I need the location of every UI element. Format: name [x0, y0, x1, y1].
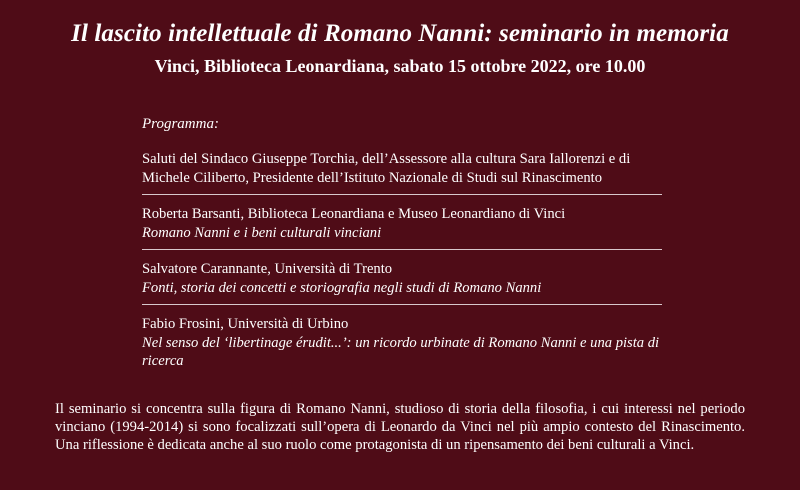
program-heading: Programma:: [142, 116, 219, 132]
program-item-talk: Romano Nanni e i beni culturali vinciani: [142, 224, 382, 241]
event-details: Vinci, Biblioteca Leonardiana, sabato 15 ottobre 2022, ore 10.00: [154, 56, 646, 76]
seminar-description: Il seminario si concentra sulla figura di Romano Nanni, studioso di storia della filosofia, i cui interessi nel periodo vinciano (1994-2014) si sono focalizzati sull’opera di Leonardo da Vinci nel più ampio contesto del Rinascimento. Una riflessione è dedicata anche al suo ruolo come protagonista di un ripensamento dei beni culturali a Vinci.: [55, 401, 745, 453]
program-item-barsanti: [142, 205, 662, 250]
program-item-carannante: [142, 260, 662, 305]
program-item-speaker: Fabio Frosini, Università di Urbino: [142, 316, 349, 332]
program-item-speaker: Saluti del Sindaco Giuseppe Torchia, dell’Assessore alla cultura Sara Iallorenzi e di Michele Ciliberto, Presidente dell’Istituto Nazionale di Studi sul Rinascimento: [142, 151, 631, 186]
page-title: Il lascito intellettuale di Romano Nanni: seminario in memoria: [71, 20, 729, 47]
program-item-speaker: Salvatore Carannante, Università di Trento: [142, 261, 393, 277]
program-section: [142, 116, 662, 371]
program-item-frosini: [142, 315, 662, 371]
program-item-talk: Nel senso del ‘libertinage érudit...’: un ricordo urbinate di Romano Nanni e una pista di ricerca: [142, 334, 660, 369]
program-item-greetings: [142, 150, 662, 195]
program-item-talk: Fonti, storia dei concetti e storiografia negli studi di Romano Nanni: [142, 279, 542, 296]
program-item-speaker: Roberta Barsanti, Biblioteca Leonardiana e Museo Leonardiano di Vinci: [142, 206, 566, 222]
